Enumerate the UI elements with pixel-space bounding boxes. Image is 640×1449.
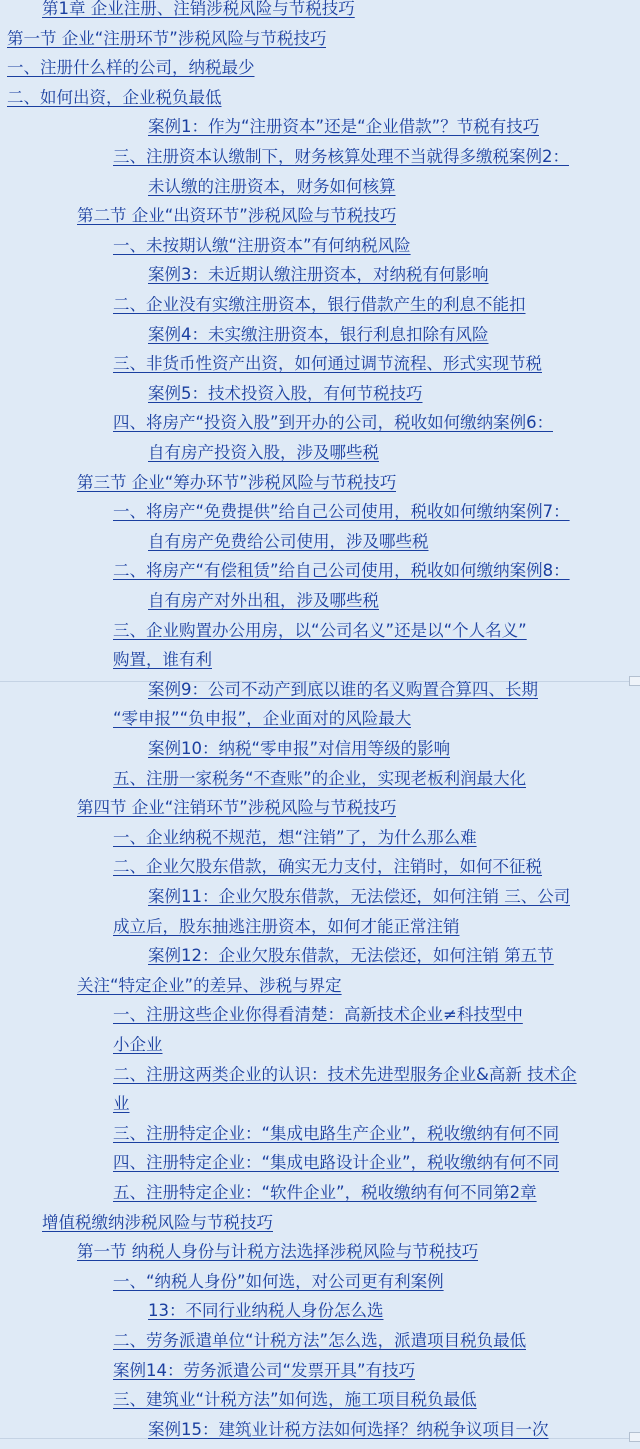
toc-entry[interactable]: 案例10：纳税“零申报”对信用等级的影响 xyxy=(148,739,451,758)
toc-entry[interactable]: 案例14：劳务派遣公司“发票开具”有技巧 xyxy=(113,1360,416,1380)
toc-entry[interactable]: 二、注册这两类企业的认识：技术先进型服务企业&高新 技术企 xyxy=(113,1064,577,1084)
toc-entry[interactable]: 三、注册资本认缴制下，财务核算处理不当就得多缴税案例2： xyxy=(113,147,569,166)
toc-entry[interactable]: 13：不同行业纳税人身份怎么选 xyxy=(148,1301,384,1321)
toc-entry[interactable]: 关注“特定企业”的差异、涉税与界定 xyxy=(77,975,342,995)
toc-entry[interactable]: 自有房产投资入股，涉及哪些税 xyxy=(148,443,379,462)
toc-entry[interactable]: 自有房产免费给公司使用，涉及哪些税 xyxy=(148,531,429,551)
toc-entry[interactable]: 案例1：作为“注册资本”还是“企业借款”？节税有技巧 xyxy=(148,117,540,137)
toc-entry[interactable]: 二、企业没有实缴注册资本，银行借款产生的利息不能扣 xyxy=(113,295,526,314)
toc-entry[interactable]: 三、非货币性资产出资，如何通过调节流程、形式实现节税 xyxy=(113,354,542,374)
toc-entry[interactable]: 一、将房产“免费提供”给自己公司使用，税收如何缴纳案例7： xyxy=(113,502,570,522)
toc-entry[interactable]: 案例5：技术投资入股，有何节税技巧 xyxy=(148,383,423,403)
toc-entry[interactable]: 二、企业欠股东借款，确实无力支付，注销时，如何不征税 xyxy=(113,857,542,877)
toc-entry[interactable]: 增值税缴纳涉税风险与节税技巧 xyxy=(42,1212,273,1232)
toc-entry[interactable]: 业 xyxy=(113,1094,130,1114)
toc-entry[interactable]: 一、企业纳税不规范，想“注销”了，为什么那么难 xyxy=(113,827,477,847)
toc-entry[interactable]: 三、注册特定企业：“集成电路生产企业”，税收缴纳有何不同 xyxy=(113,1123,560,1143)
toc-entry[interactable]: 小企业 xyxy=(113,1035,163,1054)
toc-entry[interactable]: 案例11：企业欠股东借款，无法偿还，如何注销 三、公司 xyxy=(148,887,571,906)
toc-entry[interactable]: 案例15：建筑业计税方法如何选择？纳税争议项目一次 xyxy=(148,1419,549,1439)
toc-entry[interactable]: 第一节 纳税人身份与计税方法选择涉税风险与节税技巧 xyxy=(77,1242,479,1262)
toc-entry[interactable]: “零申报”“负申报”，企业面对的风险最大 xyxy=(113,709,412,729)
toc-entry[interactable]: 四、将房产“投资入股”到开办的公司，税收如何缴纳案例6： xyxy=(113,413,554,433)
toc-entry[interactable]: 购置，谁有利 xyxy=(113,650,212,670)
page-marker xyxy=(629,1432,640,1442)
toc-entry[interactable]: 三、企业购置办公用房，以“公司名义”还是以“个人名义” xyxy=(113,620,527,640)
toc-entry[interactable]: 第三节 企业“筹办环节”涉税风险与节税技巧 xyxy=(77,472,397,492)
toc-entry[interactable]: 五、注册特定企业：“软件企业”，税收缴纳有何不同第2章 xyxy=(113,1183,537,1202)
toc-entry[interactable]: 五、注册一家税务“不查账”的企业，实现老板利润最大化 xyxy=(113,768,527,788)
toc-entry[interactable]: 一、注册这些企业你得看清楚：高新技术企业≠科技型中 xyxy=(113,1005,523,1025)
toc-entry[interactable]: 第一节 企业“注册环节”涉税风险与节税技巧 xyxy=(7,28,327,48)
toc-entry[interactable]: 成立后，股东抽逃注册资本，如何才能正常注销 xyxy=(113,916,460,936)
toc-entry[interactable]: 第四节 企业“注销环节”涉税风险与节税技巧 xyxy=(77,798,397,818)
toc-entry[interactable]: 第二节 企业“出资环节”涉税风险与节税技巧 xyxy=(77,206,397,226)
toc-entry[interactable]: 二、将房产“有偿租赁”给自己公司使用，税收如何缴纳案例8： xyxy=(113,561,570,581)
toc-entry[interactable]: 一、“纳税人身份”如何选，对公司更有利案例 xyxy=(113,1271,444,1291)
toc-entry[interactable]: 案例9：公司不动产到底以谁的名义购置合算四、长期 xyxy=(148,679,538,699)
page-marker xyxy=(629,676,640,686)
toc-entry[interactable]: 未认缴的注册资本，财务如何核算 xyxy=(148,176,396,196)
toc-entry[interactable]: 四、注册特定企业：“集成电路设计企业”，税收缴纳有何不同 xyxy=(113,1153,560,1173)
toc-entry[interactable]: 二、劳务派遣单位“计税方法”怎么选，派遣项目税负最低 xyxy=(113,1331,527,1350)
toc-entry[interactable]: 案例3：未近期认缴注册资本，对纳税有何影响 xyxy=(148,265,489,285)
toc-entry[interactable]: 案例4：未实缴注册资本，银行利息扣除有风险 xyxy=(148,324,489,344)
toc-entry[interactable]: 二、如何出资，企业税负最低 xyxy=(7,87,222,107)
toc-entry[interactable]: 一、注册什么样的公司，纳税最少 xyxy=(7,58,255,78)
toc-entry[interactable]: 案例12：企业欠股东借款，无法偿还，如何注销 第五节 xyxy=(148,946,554,966)
toc-entry[interactable]: 自有房产对外出租，涉及哪些税 xyxy=(148,591,379,610)
toc-entry[interactable]: 一、未按期认缴“注册资本”有何纳税风险 xyxy=(113,235,411,255)
toc-entry[interactable]: 第1章 企业注册、注销涉税风险与节税技巧 xyxy=(42,0,355,18)
toc-entry[interactable]: 三、建筑业“计税方法”如何选，施工项目税负最低 xyxy=(113,1390,477,1410)
